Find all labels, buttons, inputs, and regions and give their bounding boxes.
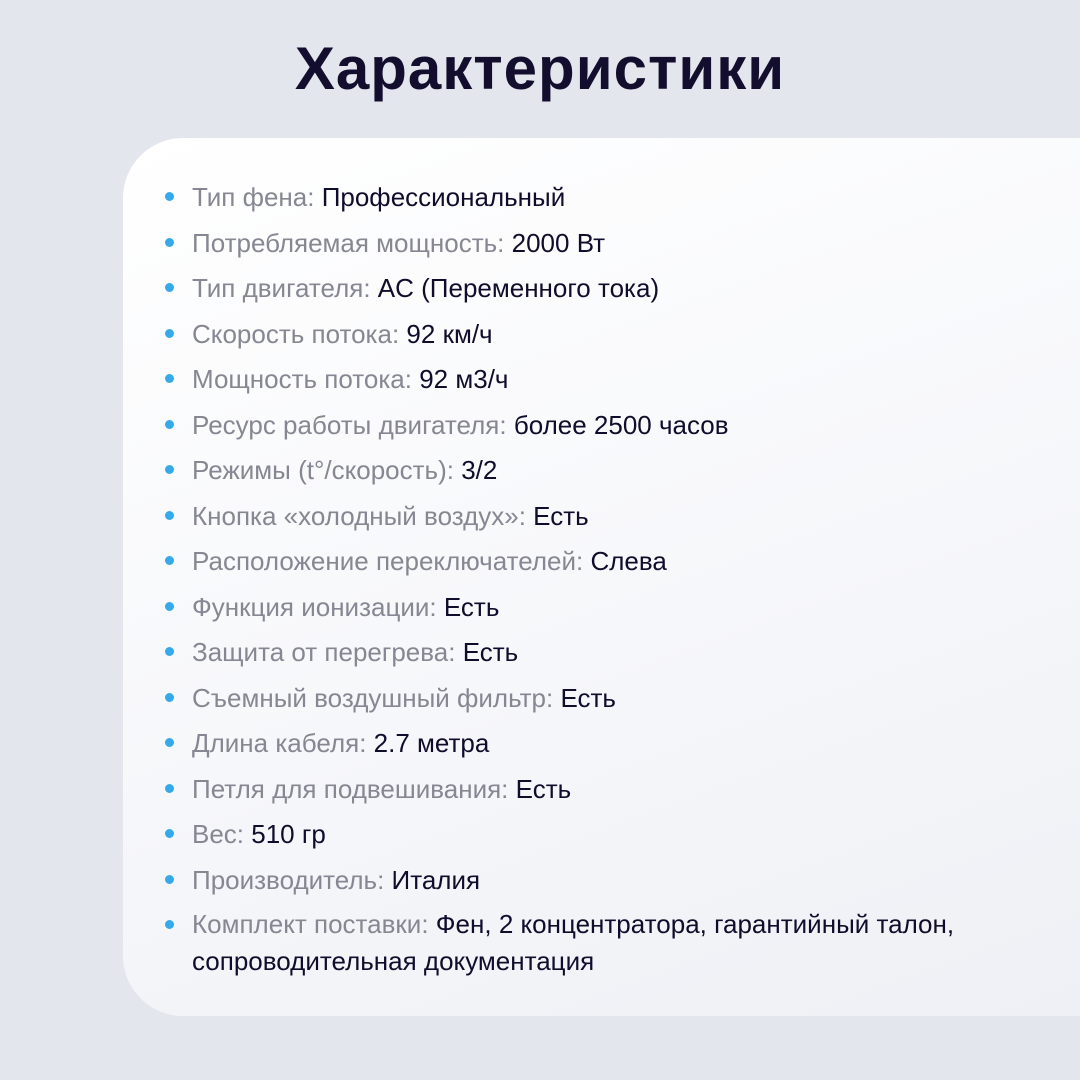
spec-item	[165, 224, 995, 262]
spec-label: Защита от перегрева:	[192, 637, 456, 667]
spec-label: Тип двигателя:	[192, 273, 371, 303]
spec-value: Есть	[533, 500, 589, 531]
spec-item	[165, 906, 995, 980]
spec-value: 510 гр	[251, 819, 326, 849]
bullet-dot-icon	[165, 465, 174, 474]
spec-value: Слева	[590, 546, 667, 576]
spec-value: 92 м3/ч	[419, 364, 509, 394]
spec-value: Профессиональный	[321, 182, 566, 212]
spec-label: Потребляемая мощность:	[192, 227, 505, 258]
spec-item	[165, 406, 995, 444]
spec-label: Мощность потока:	[192, 364, 412, 394]
bullet-dot-icon	[165, 283, 174, 292]
spec-label: Комплект поставки:	[192, 909, 429, 939]
spec-item	[165, 451, 995, 489]
spec-item	[165, 497, 995, 535]
spec-label: Расположение переключателей:	[192, 546, 584, 576]
bullet-dot-icon	[165, 238, 174, 247]
spec-value: Есть	[560, 682, 616, 713]
spec-item	[165, 588, 995, 626]
bullet-dot-icon	[165, 329, 174, 338]
spec-item	[165, 315, 995, 353]
spec-item	[165, 724, 995, 762]
spec-label: Ресурс работы двигателя:	[192, 409, 507, 440]
bullet-dot-icon	[165, 602, 174, 611]
bullet-dot-icon	[165, 693, 174, 702]
spec-label: Длина кабеля:	[192, 728, 367, 758]
spec-value: 2000 Вт	[511, 227, 606, 258]
spec-item	[165, 633, 995, 671]
spec-label: Скорость потока:	[192, 318, 400, 349]
spec-label: Тип фена:	[192, 182, 315, 212]
spec-value: Есть	[462, 637, 519, 667]
bullet-dot-icon	[165, 829, 174, 838]
spec-value: Есть	[443, 591, 500, 622]
spec-label: Функция ионизации:	[192, 591, 437, 622]
spec-value: Есть	[515, 773, 572, 804]
spec-value: Италия	[391, 864, 481, 895]
bullet-dot-icon	[165, 738, 174, 747]
spec-value: более 2500 часов	[513, 409, 729, 440]
spec-value: AC (Переменного тока)	[377, 273, 660, 303]
spec-label: Кнопка «холодный воздух»:	[192, 500, 526, 531]
spec-value: 2.7 метра	[373, 728, 490, 758]
spec-list	[165, 178, 995, 988]
bullet-dot-icon	[165, 192, 174, 201]
spec-item	[165, 542, 995, 580]
spec-label: Режимы (t°/скорость):	[192, 455, 454, 485]
bullet-dot-icon	[165, 647, 174, 656]
bullet-dot-icon	[165, 784, 174, 793]
spec-label: Съемный воздушный фильтр:	[192, 682, 554, 713]
spec-item	[165, 861, 995, 899]
page-title: Характеристики	[294, 35, 786, 102]
spec-item	[165, 815, 995, 853]
spec-label: Производитель:	[192, 864, 385, 895]
bullet-dot-icon	[165, 420, 174, 429]
spec-label: Вес:	[192, 819, 245, 849]
bullet-dot-icon	[165, 920, 174, 929]
spec-item	[165, 269, 995, 307]
bullet-dot-icon	[165, 511, 174, 520]
spec-item	[165, 178, 995, 216]
bullet-dot-icon	[165, 374, 174, 383]
spec-item	[165, 770, 995, 808]
bullet-dot-icon	[165, 556, 174, 565]
spec-value: Фен, 2 концентратора, гарантийный талон, сопроводительная документация	[192, 909, 955, 976]
spec-value: 92 км/ч	[406, 318, 493, 349]
spec-item	[165, 360, 995, 398]
bullet-dot-icon	[165, 875, 174, 884]
spec-label: Петля для подвешивания:	[192, 773, 509, 804]
spec-value: 3/2	[461, 455, 498, 485]
spec-item	[165, 679, 995, 717]
